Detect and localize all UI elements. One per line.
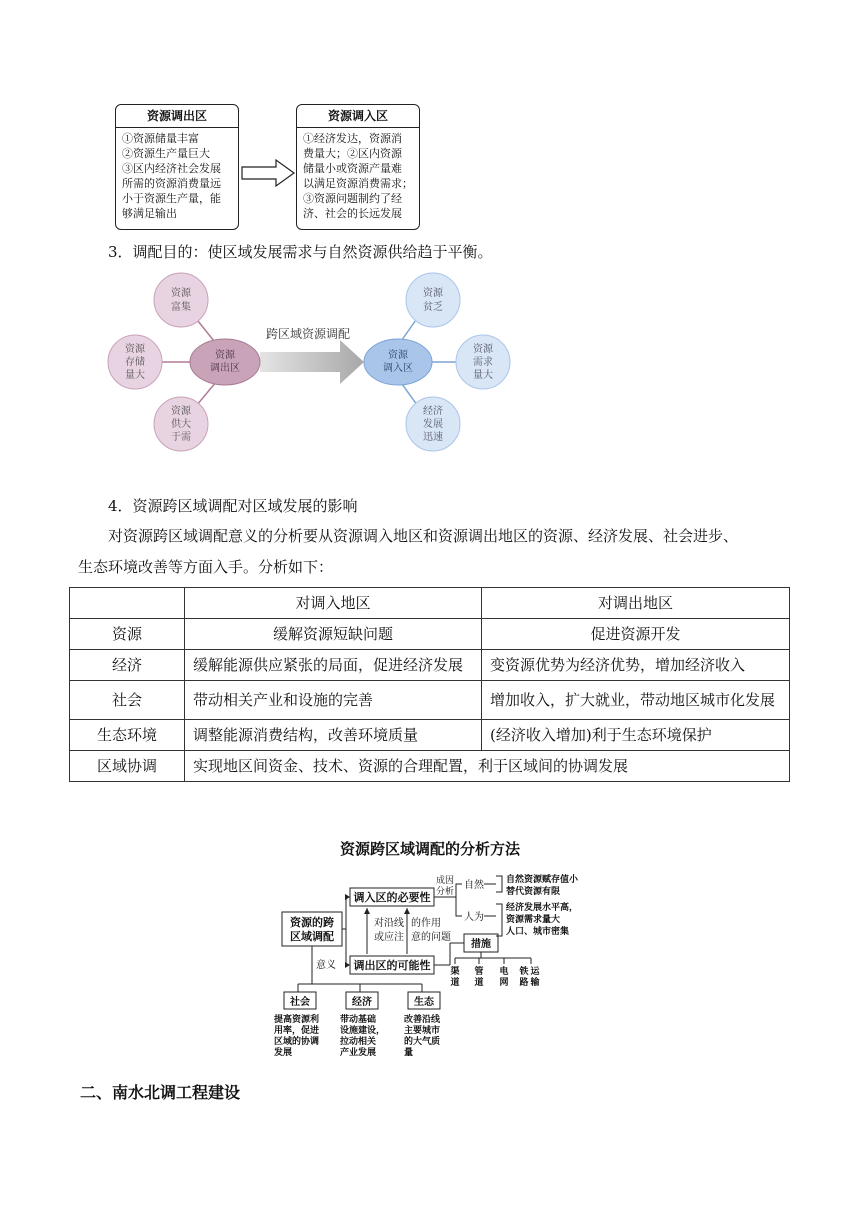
table-header-cell: 对调入地区 <box>185 588 482 619</box>
yiyi-label: 意义 <box>316 960 336 971</box>
row-label: 资源 <box>70 619 185 650</box>
row-out-cell: 增加收入，扩大就业，带动地区城市化发展 <box>482 681 790 720</box>
import-line: ③资源问题制约了经 <box>303 192 402 205</box>
import-line: 济、社会的长远发展 <box>303 207 402 220</box>
out-sat-2-l3: 量大 <box>125 370 145 381</box>
need-box-label: 调入区的必要性 <box>353 891 431 904</box>
impact-desc-ecology: 的大气质 <box>404 1037 441 1047</box>
impact-desc-social: 提高资源利 <box>274 1015 320 1025</box>
measure-item: 铁路运输 <box>519 967 540 988</box>
table-row <box>70 681 790 720</box>
middle-right-l1: 的作用 <box>411 918 441 929</box>
export-box-title: 资源调出区 <box>116 105 238 128</box>
natural-label: 自然 <box>464 880 484 891</box>
impact-desc-economic: 产业发展 <box>340 1048 377 1058</box>
section-heading: 二、南水北调工程建设 <box>80 1083 241 1102</box>
in-center-l2: 调入区 <box>383 363 413 374</box>
in-center-l1: 资源 <box>388 350 408 361</box>
export-line: ③区内经济社会发展 <box>122 162 221 175</box>
out-sat-2-l1: 资源 <box>125 344 145 355</box>
out-center-l1: 资源 <box>215 350 235 361</box>
export-line: ②资源生产量巨大 <box>122 147 210 160</box>
out-center <box>190 339 260 385</box>
impact-desc-social: 发展 <box>274 1048 293 1058</box>
measure-item: 电网 <box>499 967 509 988</box>
cause-l1: 成因 <box>436 876 455 886</box>
out-sat-3-l2: 供大 <box>171 419 191 430</box>
in-sat-1-l1: 资源 <box>423 288 443 299</box>
impact-desc-ecology: 改善沿线 <box>404 1015 441 1025</box>
row-out-cell: 促进资源开发 <box>482 619 790 650</box>
analysis-paragraph-line-2: 生态环境改善等方面入手。分析如下： <box>78 558 334 576</box>
analysis-method-diagram <box>270 866 610 1066</box>
impact-economic-label: 经济 <box>352 997 372 1008</box>
table-row <box>70 619 790 650</box>
import-box-title: 资源调入区 <box>297 105 419 128</box>
in-sat-3-l3: 迅速 <box>423 432 443 443</box>
table-header-row <box>70 588 790 619</box>
resource-import-box <box>296 104 420 230</box>
out-sat-1-l1: 资源 <box>171 288 191 299</box>
row-in-cell: 缓解能源供应紧张的局面，促进经济发展 <box>185 650 482 681</box>
human-desc-l2: 资源需求量大 <box>506 915 561 925</box>
in-sat-2-l1: 资源 <box>473 344 493 355</box>
impact-desc-ecology: 主要城市 <box>404 1026 441 1036</box>
impact-desc-economic: 拉动相关 <box>340 1037 377 1047</box>
measure-item: 渠道 <box>450 967 460 988</box>
in-sat-2-l2: 需求 <box>473 357 493 368</box>
import-line: 储量小或资源产量难 <box>303 162 402 175</box>
transfer-arrow <box>260 340 364 384</box>
in-sat-1-l2: 贫乏 <box>423 302 443 313</box>
impact-desc-economic: 带动基础 <box>340 1015 377 1025</box>
export-line: 够满足输出 <box>122 207 177 220</box>
main-box-l1: 资源的跨 <box>290 916 334 929</box>
middle-right-l2: 意的问题 <box>411 932 451 943</box>
out-center-l2: 调出区 <box>210 363 240 374</box>
export-line: 小于资源生产量，能 <box>122 192 221 205</box>
human-desc-l1: 经济发展水平高， <box>506 903 579 913</box>
in-center <box>364 339 432 385</box>
import-line: 费量大；②区内资源 <box>303 147 402 160</box>
out-sat-1 <box>154 273 208 327</box>
impact-desc-ecology: 量 <box>404 1048 414 1058</box>
impact-social-label: 社会 <box>290 997 310 1008</box>
table-row <box>70 650 790 681</box>
natural-desc-l2: 替代资源有限 <box>506 887 561 897</box>
in-sat-3-l2: 发展 <box>423 419 443 430</box>
row-out-cell: 变资源优势为经济优势，增加经济收入 <box>482 650 790 681</box>
out-sat-2-l2: 存储 <box>125 357 145 368</box>
impact-table <box>69 587 790 782</box>
in-sat-2-l3: 量大 <box>473 370 493 381</box>
row-in-cell: 缓解资源短缺问题 <box>185 619 482 650</box>
cause-l2: 分析 <box>436 887 455 897</box>
row-label: 生态环境 <box>70 720 185 751</box>
import-line: 以满足资源消费需求； <box>303 177 413 190</box>
measure-items <box>450 965 540 988</box>
impact-ecology-label: 生态 <box>414 997 434 1008</box>
item-3-text: 3．调配目的：使区域发展需求与自然资源供给趋于平衡。 <box>108 243 493 261</box>
in-sat-1 <box>406 273 460 327</box>
table-row <box>70 751 790 782</box>
middle-left-l2: 或应注 <box>374 932 404 943</box>
row-label: 经济 <box>70 650 185 681</box>
table-row <box>70 720 790 751</box>
out-sat-3-l3: 于需 <box>171 432 191 443</box>
out-sat-3-l1: 资源 <box>171 406 191 417</box>
measure-item: 管道 <box>474 967 484 988</box>
natural-desc-l1: 自然资源赋存值小 <box>506 875 579 885</box>
in-sat-3-l1: 经济 <box>423 406 443 417</box>
impact-desc-social: 用率，促进 <box>274 1026 320 1036</box>
bubble-diagram <box>100 268 540 458</box>
main-box-l2: 区域调配 <box>290 930 334 943</box>
resource-export-box <box>115 104 239 230</box>
table-header-cell: 对调出地区 <box>482 588 790 619</box>
item-4-heading: 4．资源跨区域调配对区域发展的影响 <box>108 497 358 515</box>
row-merged-cell: 实现地区间资金、技术、资源的合理配置，利于区域间的协调发展 <box>185 751 790 782</box>
human-label: 人为 <box>464 912 484 923</box>
impact-desc-economic: 设施建设， <box>340 1026 386 1036</box>
out-sat-1-l2: 富集 <box>171 302 191 313</box>
possible-box-label: 调出区的可能性 <box>353 959 431 972</box>
table-header-cell <box>70 588 185 619</box>
row-in-cell: 带动相关产业和设施的完善 <box>185 681 482 720</box>
row-out-cell: (经济收入增加)利于生态环境保护 <box>482 720 790 751</box>
impact-desc-social: 区域的协调 <box>274 1037 320 1047</box>
export-line: ①资源储量丰富 <box>122 132 199 145</box>
analysis-paragraph-line-1: 对资源跨区域调配意义的分析要从资源调入地区和资源调出地区的资源、经济发展、社会进步、 <box>108 527 739 545</box>
middle-left-l1: 对沿线 <box>374 918 404 929</box>
measures-label: 措施 <box>471 939 491 950</box>
import-line: ①经济发达，资源消 <box>303 132 402 145</box>
analysis-diagram-title: 资源跨区域调配的分析方法 <box>339 840 520 858</box>
export-line: 所需的资源消费量远 <box>122 177 221 190</box>
right-arrow-icon <box>240 158 296 188</box>
row-in-cell: 调整能源消费结构，改善环境质量 <box>185 720 482 751</box>
row-label: 社会 <box>70 681 185 720</box>
arrow-label: 跨区域资源调配 <box>265 327 351 341</box>
row-label: 区域协调 <box>70 751 185 782</box>
human-desc-l3: 人口、城市密集 <box>506 927 570 937</box>
